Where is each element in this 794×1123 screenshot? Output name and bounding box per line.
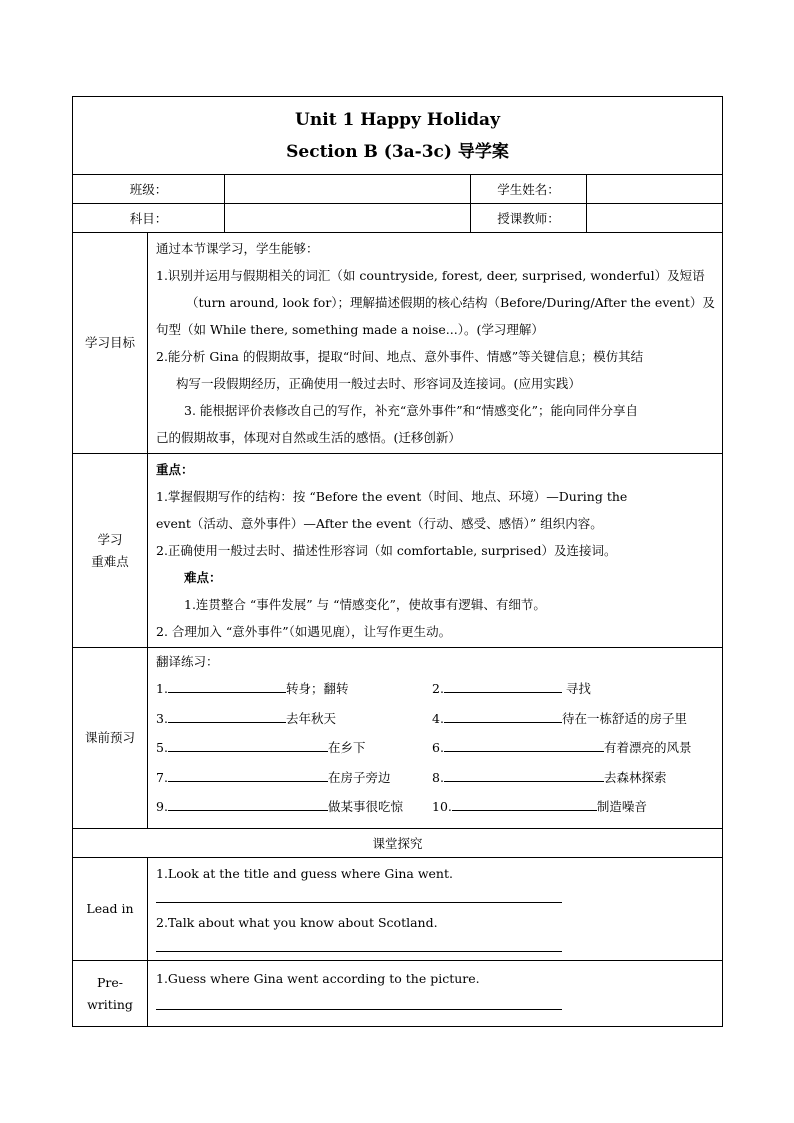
class-field[interactable]	[225, 175, 471, 204]
key-line: event（活动、意外事件）—After the event（行动、感受、感悟）” 组织内容。	[156, 516, 603, 531]
key-points-label	[73, 454, 148, 648]
answer-line[interactable]	[156, 884, 562, 903]
answer-blank[interactable]	[168, 767, 328, 782]
preview-label: 课前预习	[73, 648, 148, 829]
page-title: Unit 1 Happy Holiday	[295, 109, 500, 130]
preview-item: 3. 去年秋天	[156, 704, 432, 734]
student-name-field[interactable]	[587, 175, 723, 204]
preview-item: 5. 在乡下	[156, 733, 432, 763]
answer-blank[interactable]	[444, 767, 604, 782]
lead-in-content	[148, 858, 723, 961]
answer-blank[interactable]	[444, 708, 562, 723]
answer-blank[interactable]	[452, 796, 597, 811]
pre-writing-label-line1: Pre-	[96, 974, 123, 990]
teacher-field[interactable]	[587, 204, 723, 233]
preview-item: 2. 寻找	[432, 674, 712, 704]
difficulty-line: 1.连贯整合 “事件发展” 与 “情感变化”，使故事有逻辑、有细节。	[184, 597, 546, 612]
student-name-label: 学生姓名：	[471, 175, 587, 204]
difficulty-line: 2. 合理加入 “意外事件”（如遇见鹿），让写作更生动。	[156, 624, 452, 639]
key-points-content	[148, 454, 723, 648]
key-points-label-line2: 重难点	[91, 553, 129, 569]
objectives-content	[148, 233, 723, 454]
lead-in-question: 2.Talk about what you know about Scotland.	[156, 915, 438, 930]
preview-heading: 翻译练习：	[156, 654, 219, 669]
objectives-label: 学习目标	[73, 233, 148, 454]
key-points-label-line1: 学习	[97, 531, 123, 547]
subject-field[interactable]	[225, 204, 471, 233]
answer-blank[interactable]	[444, 737, 604, 752]
pre-writing-content	[148, 961, 723, 1027]
title-cell	[73, 97, 723, 175]
objective-line: 构写一段假期经历，正确使用一般过去时、形容词及连接词。(应用实践）	[176, 376, 581, 391]
preview-item: 6. 有着漂亮的风景	[432, 733, 712, 763]
answer-blank[interactable]	[168, 678, 286, 693]
objective-line: 通过本节课学习，学生能够：	[156, 241, 319, 256]
preview-item: 7. 在房子旁边	[156, 763, 432, 793]
page-subtitle: Section B (3a-3c) 导学案	[286, 141, 509, 162]
answer-line[interactable]	[156, 933, 562, 952]
lead-in-question: 1.Look at the title and guess where Gina went.	[156, 866, 453, 881]
preview-content	[148, 648, 723, 829]
answer-line[interactable]	[156, 989, 562, 1010]
answer-blank[interactable]	[444, 678, 562, 693]
objective-line: 3. 能根据评价表修改自己的写作，补充“意外事件”和“情感变化”；能向同伴分享自	[184, 403, 638, 418]
preview-item: 1. 转身；翻转	[156, 674, 432, 704]
worksheet-table	[72, 96, 723, 1027]
preview-item: 4. 待在一栋舒适的房子里	[432, 704, 712, 734]
answer-blank[interactable]	[168, 708, 286, 723]
class-label: 班级：	[73, 175, 225, 204]
difficulty-title: 难点：	[184, 570, 222, 585]
answer-blank[interactable]	[168, 796, 328, 811]
objective-line: 2.能分析 Gina 的假期故事，提取“时间、地点、意外事件、情感”等关键信息；模仿其结	[156, 349, 644, 364]
key-line: 2.正确使用一般过去时、描述性形容词（如 comfortable, surprised）及连接词。	[156, 543, 617, 558]
teacher-label: 授课教师：	[471, 204, 587, 233]
key-title: 重点：	[156, 462, 194, 477]
objective-line: （turn around, look for）；理解描述假期的核心结构（Before/During/After the event）及	[186, 295, 715, 310]
pre-writing-question: 1.Guess where Gina went according to the picture.	[156, 971, 480, 986]
pre-writing-label	[73, 961, 148, 1027]
objective-line: 1.识别并运用与假期相关的词汇（如 countryside, forest, deer, surprised, wonderful）及短语	[156, 268, 705, 283]
key-line: 1.掌握假期写作的结构：按 “Before the event（时间、地点、环境）—During the	[156, 489, 628, 504]
preview-item: 9. 做某事很吃惊	[156, 792, 432, 822]
objective-line: 己的假期故事，体现对自然或生活的感悟。(迁移创新）	[156, 430, 461, 445]
preview-item: 8. 去森林探索	[432, 763, 712, 793]
pre-writing-label-line2: writing	[87, 996, 133, 1012]
lead-in-label: Lead in	[73, 858, 148, 961]
preview-item: 10. 制造噪音	[432, 792, 712, 822]
subject-label: 科目：	[73, 204, 225, 233]
answer-blank[interactable]	[168, 737, 328, 752]
classroom-heading: 课堂探究	[73, 829, 723, 858]
preview-grid	[156, 674, 716, 822]
objective-line: 句型（如 While there, something made a noise...）。(学习理解）	[156, 322, 544, 337]
